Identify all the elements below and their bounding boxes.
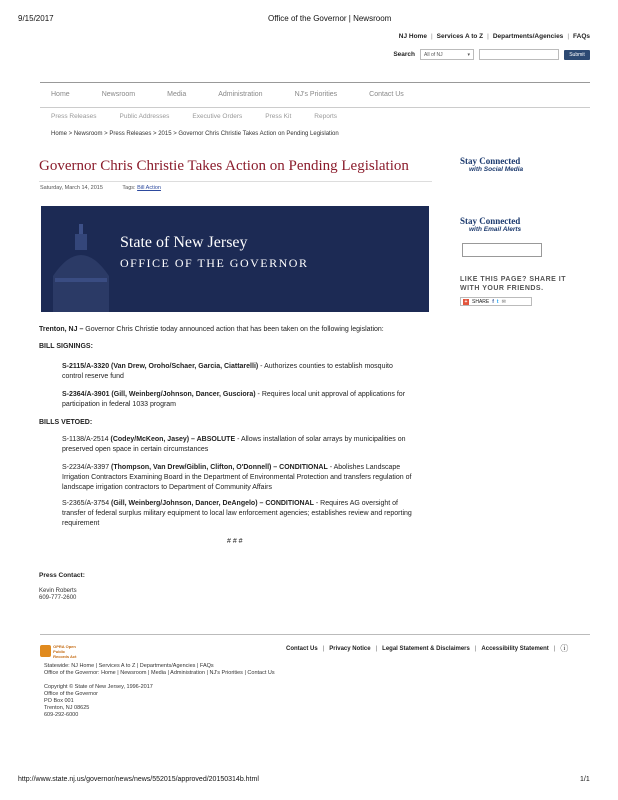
search-label: Search (393, 51, 415, 58)
subnav-press-releases[interactable]: Press Releases (51, 113, 97, 120)
search-input[interactable] (479, 49, 559, 60)
print-date: 9/15/2017 (18, 14, 54, 23)
end-mark: # # # (227, 538, 243, 545)
social-heading: Stay Connected (460, 156, 521, 166)
subnav-executive-orders[interactable]: Executive Orders (192, 113, 243, 120)
press-contact-label: Press Contact: (39, 572, 85, 579)
bill-item: S-2115/A-3320 (Van Drew, Oroho/Schaer, Garcia, Ciattarelli) - Authorizes counties to establish mosquito control reserve fund (62, 363, 393, 380)
email-icon: ✉ (501, 298, 506, 305)
bill-item: S-1138/A-2514 (Codey/McKeon, Jasey) – ABSOLUTE - Allows installation of solar arrays by municipalities on preserved open space in certain circumstances (62, 436, 406, 453)
footer-links: Contact Us | Privacy Notice | Legal Statement & Disclaimers | Accessibility Statement | ⓘ (286, 644, 569, 653)
toplink-faqs[interactable]: FAQs (573, 33, 590, 40)
banner-state-title: State of New Jersey (120, 234, 248, 251)
opra-logo[interactable]: OPRA Open Public Records Act (40, 644, 82, 658)
address-line: PO Box 001 (44, 698, 74, 704)
print-page-number: 1/1 (580, 776, 590, 783)
page-title: Governor Chris Christie Takes Action on Pending Legislation (39, 158, 409, 174)
toplink-services[interactable]: Services A to Z (436, 33, 484, 40)
address-line: Trenton, NJ 08625 (44, 705, 90, 711)
title-divider (39, 181, 432, 182)
bill-item: S-2365/A-3754 (Gill, Weinberg/Johnson, Dancer, DeAngelo) – CONDITIONAL - Requires AG oversight of transfer of federal surplus military equipment to local law enforcement agencies; establishes review and reporting requirement (62, 500, 412, 527)
nav-contact-us[interactable]: Contact Us (369, 91, 404, 98)
subnav-press-kit[interactable]: Press Kit (265, 113, 292, 120)
address-line: Office of the Governor (44, 691, 99, 697)
copyright: Copyright © State of New Jersey, 1996-2017 (44, 684, 153, 690)
share-button[interactable] (460, 297, 532, 306)
plus-icon: + (464, 298, 468, 305)
footer-statewide-links[interactable]: Statewide: NJ Home | Services A to Z | Departments/Agencies | FAQs (44, 663, 214, 669)
toplink-nj-home[interactable]: NJ Home (398, 33, 427, 40)
sub-nav (51, 113, 360, 120)
tags-label: Tags: (122, 185, 136, 191)
footer-privacy[interactable]: Privacy Notice (329, 645, 371, 652)
search-bar (393, 49, 590, 60)
chevron-down-icon: ▾ (467, 51, 470, 58)
nav-home[interactable]: Home (51, 91, 70, 98)
article-meta (40, 185, 161, 191)
nav-bottom-divider (40, 107, 590, 108)
governor-banner (41, 206, 429, 312)
intro-text: Governor Chris Christie today announced action that has been taken on the following legislation: (83, 326, 384, 333)
nav-priorities[interactable]: NJ's Priorities (294, 91, 338, 98)
article-intro (39, 325, 439, 335)
search-submit-button[interactable]: Submit (564, 50, 590, 60)
print-title: Office of the Governor | Newsroom (268, 14, 392, 23)
press-contact-phone: 609-777-2600 (39, 595, 77, 601)
email-heading: Stay Connected (460, 216, 521, 226)
nav-newsroom[interactable]: Newsroom (101, 91, 136, 98)
social-subheading[interactable]: with Social Media (469, 166, 524, 173)
nav-administration[interactable]: Administration (218, 91, 263, 98)
share-label: SHARE (472, 298, 490, 305)
subnav-public-addresses[interactable]: Public Addresses (119, 113, 170, 120)
search-scope-select[interactable] (420, 49, 474, 60)
email-field[interactable] (462, 243, 542, 257)
vetoed-heading: BILLS VETOED: (39, 419, 93, 426)
subnav-reports[interactable]: Reports (314, 113, 338, 120)
tag-link[interactable]: Bill Action (137, 185, 161, 191)
signings-heading: BILL SIGNINGS: (39, 343, 93, 350)
nav-top-divider (40, 82, 590, 83)
twitter-icon: t (496, 298, 499, 305)
address-phone: 609-292-6000 (44, 712, 79, 718)
search-scope-value: All of NJ (424, 51, 443, 58)
footer-divider (40, 634, 590, 635)
breadcrumb[interactable]: Home > Newsroom > Press Releases > 2015 > Governor Chris Christie Takes Action on Pending Legislation (51, 131, 339, 137)
footer-office-links[interactable]: Office of the Governor: Home | Newsroom | Media | Administration | NJ's Priorities | Contact Us (44, 670, 275, 676)
dateline: Trenton, NJ – (39, 326, 84, 333)
accessibility-icon[interactable]: ⓘ (560, 644, 569, 653)
toplink-departments[interactable]: Departments/Agencies (492, 33, 564, 40)
print-url: http://www.state.nj.us/governor/news/news/552015/approved/20150314b.html (18, 776, 259, 783)
press-contact-name: Kevin Roberts (39, 588, 77, 594)
facebook-icon: f (492, 298, 494, 305)
footer-contact-us[interactable]: Contact Us (286, 645, 318, 652)
nav-media[interactable]: Media (167, 91, 187, 98)
capitol-dome-icon (41, 206, 121, 312)
opra-logo-icon (40, 645, 51, 657)
article-date: Saturday, March 14, 2015 (40, 185, 103, 191)
share-prompt: LIKE THIS PAGE? SHARE IT WITH YOUR FRIENDS. (460, 276, 566, 292)
email-subheading[interactable]: with Email Alerts (469, 226, 522, 233)
main-nav (40, 91, 590, 105)
footer-legal[interactable]: Legal Statement & Disclaimers (382, 645, 470, 652)
footer-accessibility[interactable]: Accessibility Statement (481, 645, 549, 652)
banner-office-title: OFFICE OF THE GOVERNOR (120, 256, 309, 270)
bill-item: S-2364/A-3901 (Gill, Weinberg/Johnson, Dancer, Gusciora) - Requires local unit approval of applications for participation in federal 1033 program (62, 391, 406, 408)
bill-item: S-2234/A-3397 (Thompson, Van Drew/Giblin, Clifton, O'Donnell) – CONDITIONAL - Abolishes Landscape Irrigation Contractors Examining Board in the Department of Environmental Protection and transfers regulation of landscape irrigation contractors to Department of Community Affairs (62, 464, 412, 491)
top-links: NJ Home | Services A to Z | Departments/Agencies | FAQs (398, 33, 590, 40)
